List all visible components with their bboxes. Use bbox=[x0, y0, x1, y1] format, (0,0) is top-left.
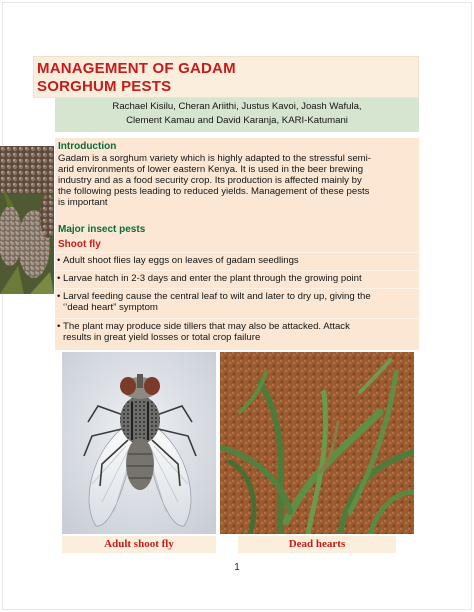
page-title-line-2: SORGHUM PESTS bbox=[37, 78, 172, 95]
bullet-marker: • bbox=[57, 291, 61, 302]
fly-caption: Adult shoot fly bbox=[62, 536, 216, 553]
intro-line: is important bbox=[58, 197, 108, 209]
bullet-line: Adult shoot flies lay eggs on leaves of gadam seedlings bbox=[63, 255, 299, 266]
bullet-line: ‘’dead heart” symptom bbox=[63, 302, 158, 314]
bullet-line: results in great yield losses or total crop failure bbox=[63, 332, 261, 344]
authors-line-2: Clement Kamau and David Karanja, KARI-Katumani bbox=[126, 115, 348, 126]
bullet-text bbox=[63, 291, 417, 313]
introduction-paragraph bbox=[58, 153, 416, 208]
introduction-heading: Introduction bbox=[58, 141, 117, 152]
bullet-text bbox=[63, 321, 417, 343]
bullet-item bbox=[57, 273, 417, 284]
content-panel bbox=[55, 138, 419, 350]
bullet-item bbox=[57, 321, 417, 343]
page-title-line-1: MANAGEMENT OF GADAM bbox=[37, 60, 236, 77]
bullet-text bbox=[63, 273, 417, 284]
dead-hearts-caption: Dead hearts bbox=[238, 536, 396, 553]
major-pests-heading: Major insect pests bbox=[58, 224, 146, 235]
sorghum-heads-photo bbox=[0, 146, 54, 294]
dead-hearts-photo bbox=[220, 352, 414, 534]
bullet-item bbox=[57, 255, 417, 266]
intro-line: Gadam is a sorghum variety which is highly adapted to the stressful semi- bbox=[58, 153, 372, 164]
divider bbox=[55, 288, 419, 289]
bullet-text bbox=[63, 255, 417, 266]
bullet-marker: • bbox=[57, 255, 61, 266]
intro-line: the following pests leading to reduced yields. Management of these pests bbox=[58, 186, 370, 198]
adult-shoot-fly-photo bbox=[62, 352, 216, 534]
authors-banner bbox=[55, 98, 419, 132]
bullet-item bbox=[57, 291, 417, 313]
title-banner bbox=[33, 56, 419, 98]
page-number: 1 bbox=[234, 562, 240, 573]
bullet-marker: • bbox=[57, 321, 61, 332]
divider bbox=[55, 318, 419, 319]
divider bbox=[55, 270, 419, 271]
divider bbox=[55, 252, 419, 253]
authors-line-1: Rachael Kisilu, Cheran Ariithi, Justus Kavoi, Joash Wafula, bbox=[112, 101, 362, 112]
bullet-marker: • bbox=[57, 273, 61, 284]
intro-line: industry and as a food security crop. Its production is affected mainly by bbox=[58, 175, 362, 187]
bullet-line: Larvae hatch in 2-3 days and enter the plant through the growing point bbox=[63, 273, 362, 284]
intro-line: arid environments of lower eastern Kenya. It is used in the beer brewing bbox=[58, 164, 364, 176]
shoot-fly-heading: Shoot fly bbox=[58, 239, 101, 250]
bullet-line: The plant may produce side tillers that may also be attacked. Attack bbox=[63, 321, 350, 332]
bullet-line: Larval feeding cause the central leaf to wilt and later to dry up, giving the bbox=[63, 291, 371, 302]
